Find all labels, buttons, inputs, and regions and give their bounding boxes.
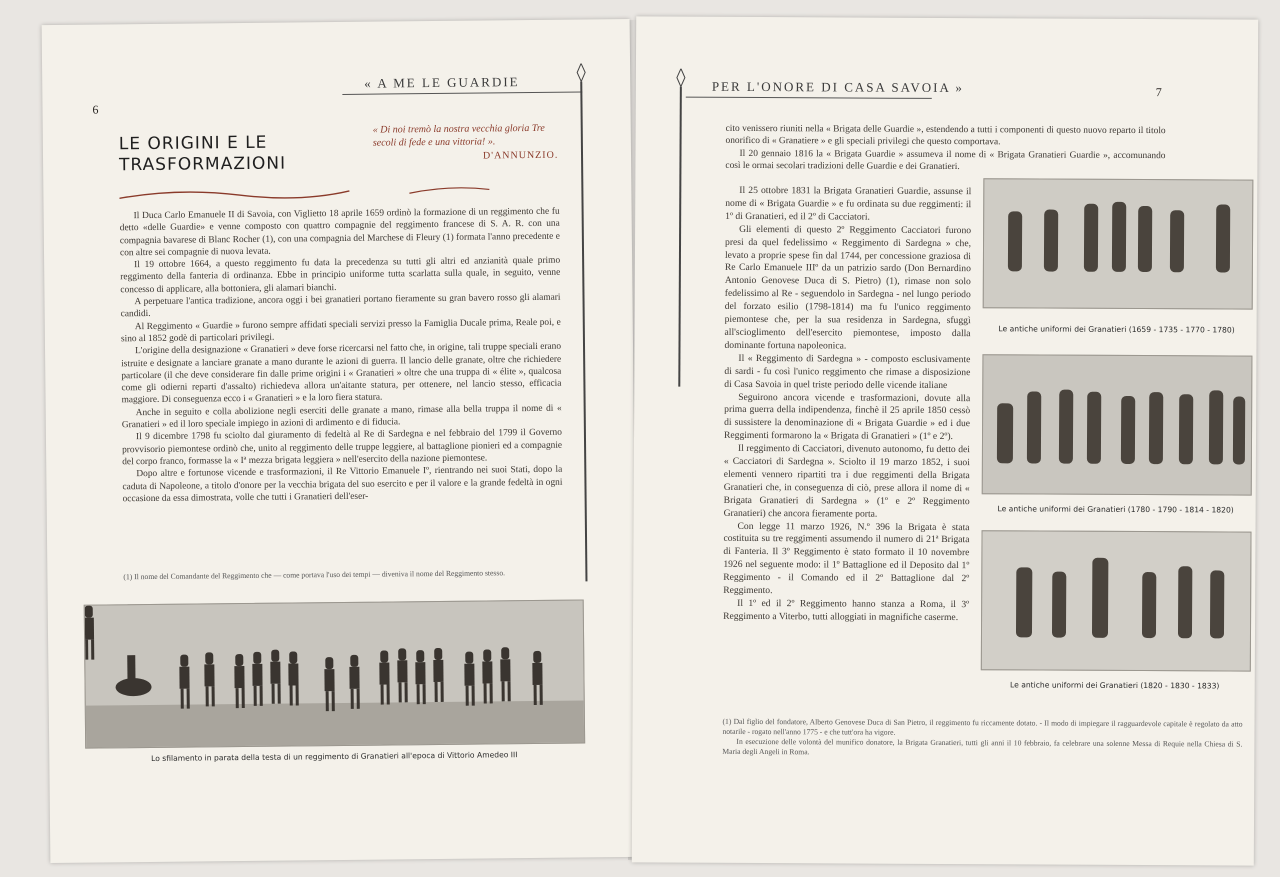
uniforms-caption-1: Le antiche uniformi dei Granatieri (1659 - 1735 - 1770 - 1780) bbox=[998, 324, 1235, 335]
right-top-text bbox=[725, 123, 1165, 174]
footnote: (1) Dal figlio del fondatore, Alberto Genovese Duca di San Pietro, il reggimento fu riccamente dotato. - Il modo di impiegare il ragguardevole capitale è regolato da atto notarile - rogato nell'anno 1775 - e che tutt'ora ha vigore. bbox=[722, 716, 1243, 737]
paragraph: Seguirono ancora vicende e trasformazioni, dovute alla prima guerra della indipendenza, finchè il 25 aprile 1850 cessò di sussistere la denominazione di « Brigata Guardie » ed i due Reggimenti formarono la « Brigata di Granatieri » (1º e 2º). bbox=[723, 391, 971, 443]
spear-icon bbox=[576, 63, 586, 81]
paragraph: Il 20 gennaio 1816 la « Brigata Guardie » assumeva il nome di « Brigata Granatieri Guardie », accomunando così le ormai secolari tradizioni delle Guardie e dei Granatieri. bbox=[725, 148, 1166, 172]
parade-illustration bbox=[85, 600, 584, 747]
paragraph: L'origine della designazione « Granatieri » deve forse ricercarsi nel fatto che, in origine, tali truppe speciali erano istruite e designate a lanciare granate a mano durante le azioni di guerra. Il lancio delle granate, oltre che richiedere particolare (il che deve considerare fin dalle prime origini i « Granatieri » oltre che una truppa di « élite », qualcosa come gli odierni reparti d'assalto) richiedeva allora un'aitante statura, per ottenere, nel lancio stesso, efficacia maggiore. Di conseguenza ecco i « Granatieri » e la loro fiera statura. bbox=[121, 341, 562, 406]
paragraph: Al Reggimento « Guardie » furono sempre affidati speciali servizi presso la Famiglia Ducale prima, Reale poi, e sino al 1852 godè di particolari privilegi. bbox=[120, 317, 561, 345]
left-body-text bbox=[120, 206, 563, 506]
spear-icon bbox=[676, 69, 686, 87]
header-vertical-rule-right bbox=[678, 87, 681, 387]
epigraph-author: D'ANNUNZIO. bbox=[482, 149, 559, 162]
page-number-right: 7 bbox=[1155, 85, 1162, 100]
header-left: « A ME LE GUARDIE bbox=[364, 74, 520, 91]
parade-photo-caption: Lo sfilamento in parata della testa di un reggimento di Granatieri all'epoca di Vittorio Amedeo III bbox=[151, 750, 518, 763]
right-footnotes bbox=[722, 717, 1242, 760]
footnote: In esecuzione delle volontà del munifico donatore, la Brigata Granatieri, tutti gli anni il 10 febbraio, fa celebrare una solenne Messa di Requie nella Chiesa di S. Maria degli Angeli in Roma. bbox=[722, 736, 1243, 757]
paragraph: Gli elementi di questo 2º Reggimento Cacciatori furono presi da quel fedelissimo « Reggimento di Sardegna » che, levato a proprie spese fin dal 1744, per concessione graziosa di Re Carlo Emanuele IIIº da un patrizio sardo (Don Bernardino Antonio Genovese Duca di S. Pietro) (1), rimase non solo fedelissimo al Re - seguendolo in Sardegna - nel lungo periodo del forzato esilio (1798-1814) ma fu l'unico reggimento piemontese che, per la sua residenza in Sardegna, sfuggì all'scioglimento dell'esercito piemontese, imposto dalla dominante fortuna napoleonica. bbox=[724, 223, 972, 352]
uniforms-illustration-3 bbox=[982, 531, 1251, 670]
parade-photo bbox=[84, 599, 585, 748]
header-rule-left bbox=[342, 91, 582, 95]
paragraph: Dopo altre e fortunose vicende e trasformazioni, il Re Vittorio Emanuele Iº, rientrando nei suoi Stati, dopo la caduta di Napoleone, a titolo d'onore per la vecchia brigata del suo esercito e per il valore e la grande fedeltà in ogni occasione da essa dimostrata, volle che tutti i Granatieri dell'eser- bbox=[122, 464, 563, 505]
paragraph: Il Duca Carlo Emanuele II di Savoia, con Viglietto 18 aprile 1659 ordinò la formazione di un reggimento che fu detto «delle Guardie» e venne composto con quattro compagnie del reggimento francese di S. A. R. con una compagnia bavarese di Blanc Rocher (1), con una compagnia del Marchese di Fleury (1) formata l'anno precedente e con altre sei compagnie di nuova levata. bbox=[119, 206, 560, 259]
uniforms-caption-3: Le antiche uniformi dei Granatieri (1820 - 1830 - 1833) bbox=[1010, 680, 1220, 691]
article-title: LE ORIGINI E LE TRASFORMAZIONI bbox=[118, 132, 287, 176]
left-footnote: (1) Il nome del Comandante del Reggimento che — come portava l'uso dei tempi — diveniva il nome del Reggimento stesso. bbox=[123, 568, 506, 582]
paragraph: cito venissero riuniti nella « Brigata delle Guardie », estendendo a tutti i componenti di questo nuovo reparto il titolo onorifico di « Granatiere » e gli speciali privilegi che questo comportava. bbox=[725, 123, 1166, 148]
paragraph: Il 19 ottobre 1664, a questo reggimento fu data la precedenza su tutti gli altri ed anzianità quale primo reggimento della fanteria di ordinanza. Ebbe in principio uniforme tutta scarlatta sulla quale, in seguito, venne concesso di applicare, alla bottoniera, gli alamari bianchi. bbox=[120, 255, 561, 296]
uniforms-photo-3 bbox=[981, 530, 1252, 671]
paragraph: Il 1º ed il 2º Reggimento hanno stanza a Roma, il 3º Reggimento a Viterbo, tutti alloggiati in magnifiche caserme. bbox=[723, 597, 970, 623]
paragraph: Anche in seguito e colla abolizione negli eserciti delle granate a mano, rimase alla bella truppa il nome di « Granatieri » ed il loro speciale impiego in azioni di ardimento e di fiducia. bbox=[121, 403, 562, 431]
uniforms-illustration-1 bbox=[984, 179, 1253, 308]
uniforms-photo-2 bbox=[982, 354, 1253, 495]
paragraph: Il reggimento di Cacciatori, divenuto autonomo, fu detto dei « Cacciatori di Sardegna ». Sciolto il 19 marzo 1852, i suoi elementi vennero ripartiti tra i due reggimenti della Brigata Granatieri che, in conseguenza di ciò, prese allora il nome di « Brigata Granatieri di Sardegna » (1º e 2º Reggimento Granatieri) che ancora fieramente porta. bbox=[723, 443, 970, 520]
decorative-flourish bbox=[119, 180, 559, 205]
header-vertical-rule-left bbox=[580, 81, 587, 581]
uniforms-photo-1 bbox=[983, 178, 1254, 309]
paragraph: Il « Reggimento di Sardegna » - composto esclusivamente di sardi - fu così l'unico reggimento che rimase a disposizione di Casa Savoia in quel triste periodo delle vicende italiane bbox=[724, 352, 971, 391]
uniforms-caption-2: Le antiche uniformi dei Granatieri (1780 - 1790 - 1814 - 1820) bbox=[997, 504, 1234, 515]
epigraph: « Di noi tremò la nostra vecchia gloria Tre secoli di fede e una vittoria! ». bbox=[372, 122, 545, 149]
right-column-text bbox=[723, 185, 971, 625]
paragraph: Il 25 ottobre 1831 la Brigata Granatieri Guardie, assunse il nome di « Brigata Guardie » e fu ordinata su due reggimenti: il 1º di Granatieri, ed il 2º di Cacciatori. bbox=[725, 184, 972, 223]
left-page bbox=[42, 19, 639, 863]
header-right: PER L'ONORE DI CASA SAVOIA » bbox=[711, 78, 964, 96]
paragraph: Con legge 11 marzo 1926, N.º 396 la Brigata è stata costituita su tre reggimenti assumendo il numero di 21ª Brigata di Fanteria. Il 3º Reggimento è stato formato il 10 novembre 1926 nel seguente modo: il 1º Battaglione ed il Deposito dal 1º Reggimento - il Comando ed il 2º Battaglione dal 2º Reggimento. bbox=[723, 520, 970, 597]
right-page bbox=[632, 16, 1258, 865]
header-rule-right bbox=[686, 97, 932, 99]
paragraph: Il 9 dicembre 1798 fu sciolto dal giuramento di fedeltà al Re di Sardegna e nel febbraio del 1799 il Governo provvisorio piemontese ordinò che, unito al reggimento delle truppe leggiere, al battaglione pionieri ed a compagnie del corpo franco, formasse la « Iª mezza brigata leggiera » nell'esercito della nazione piemontese. bbox=[122, 428, 563, 468]
uniforms-illustration-2 bbox=[983, 355, 1252, 494]
page-number-left: 6 bbox=[92, 102, 99, 117]
paragraph: A perpetuare l'antica tradizione, ancora oggi i bei granatieri portano fieramente su gran bavero rosso gli alamari candidi. bbox=[120, 292, 561, 320]
